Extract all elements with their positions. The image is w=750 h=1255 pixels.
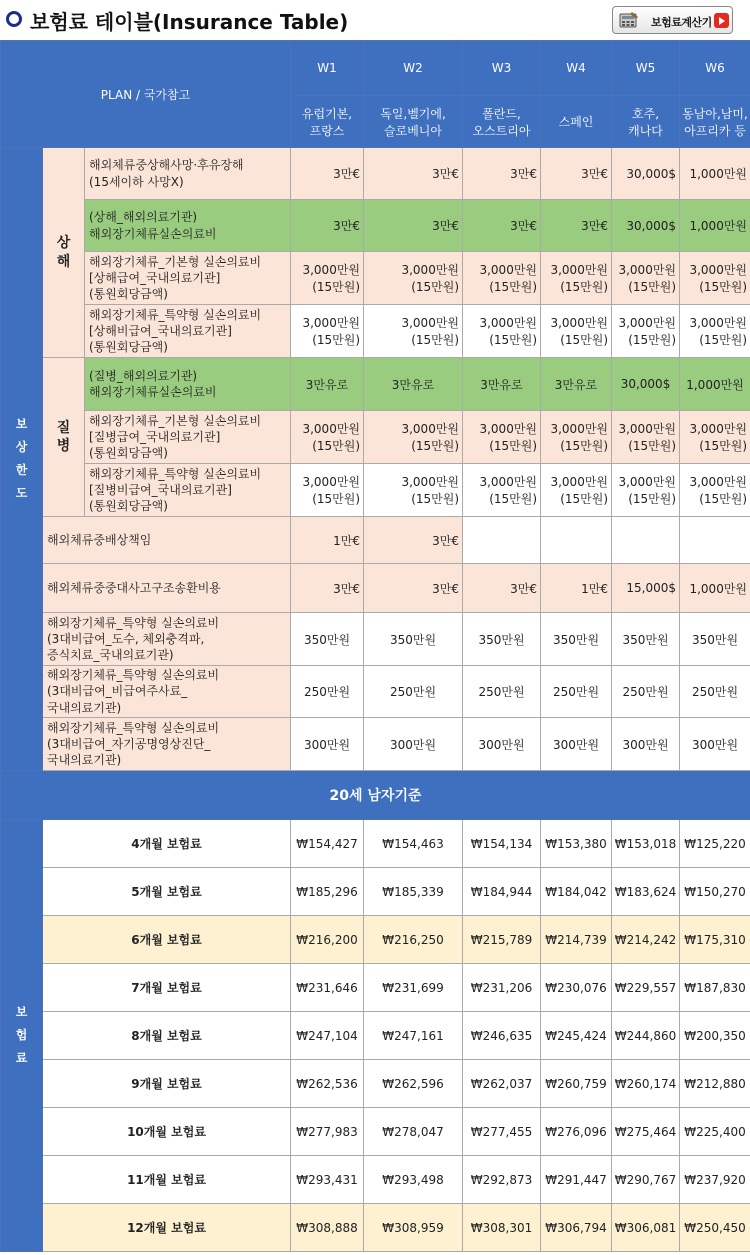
premium-value-w4: ₩276,096 — [541, 1108, 612, 1156]
coverage-value-w5: 3,000만원 (15만원) — [612, 411, 680, 464]
premium-value-w2: ₩308,959 — [364, 1204, 463, 1252]
table-row — [1, 564, 750, 613]
coverage-value-w1: 3,000만원 (15만원) — [291, 252, 364, 305]
region-w5: 호주, 캐나다 — [612, 96, 680, 148]
premium-value-w6: ₩200,350 — [680, 1012, 750, 1060]
plan-header: PLAN / 국가참고 — [1, 41, 291, 148]
premium-value-w6: ₩187,830 — [680, 964, 750, 1012]
table-row — [1, 868, 750, 916]
coverage-value-w3: 3,000만원 (15만원) — [463, 411, 541, 464]
coverage-value-w6: 1,000만원 — [680, 148, 750, 200]
coverage-value-w3: 3,000만원 (15만원) — [463, 252, 541, 305]
coverage-value-w3: 3,000만원 (15만원) — [463, 305, 541, 358]
coverage-value-w5: 30,000$ — [612, 358, 680, 411]
coverage-value-w3: 3만유로 — [463, 358, 541, 411]
premium-value-w4: ₩230,076 — [541, 964, 612, 1012]
coverage-value-w6: 1,000만원 — [680, 564, 750, 613]
premium-calculator-button[interactable] — [612, 6, 733, 34]
table-row — [1, 964, 750, 1012]
plan-code-w1: W1 — [291, 41, 364, 96]
table-row — [1, 200, 750, 252]
coverage-value-w6: 3,000만원 (15만원) — [680, 411, 750, 464]
table-row — [1, 1012, 750, 1060]
coverage-value-w2: 3,000만원 (15만원) — [364, 411, 463, 464]
table-row — [1, 464, 750, 517]
premium-value-w5: ₩229,557 — [612, 964, 680, 1012]
coverage-value-w3: 3만€ — [463, 148, 541, 200]
coverage-value-w6: 1,000만원 — [680, 358, 750, 411]
table-row — [1, 411, 750, 464]
table-row — [1, 1060, 750, 1108]
coverage-value-w5: 3,000만원 (15만원) — [612, 305, 680, 358]
coverage-value-w4 — [541, 517, 612, 564]
coverage-value-w3: 300만원 — [463, 718, 541, 771]
coverage-value-w2: 3,000만원 (15만원) — [364, 305, 463, 358]
coverage-value-w4: 350만원 — [541, 613, 612, 666]
coverage-value-w4: 3만€ — [541, 148, 612, 200]
coverage-item-label: 해외장기체류_특약형 실손의료비 (3대비급여_도수, 체외충격파, 증식치료_국내의료기관) — [43, 613, 291, 666]
plan-code-w5: W5 — [612, 41, 680, 96]
coverage-value-w5: 350만원 — [612, 613, 680, 666]
premium-value-w4: ₩184,042 — [541, 868, 612, 916]
insurance-table — [0, 40, 750, 1252]
table-row — [1, 1108, 750, 1156]
premium-value-w4: ₩291,447 — [541, 1156, 612, 1204]
page-header — [0, 0, 750, 40]
calculator-icon — [619, 11, 639, 29]
premium-value-w4: ₩245,424 — [541, 1012, 612, 1060]
premium-value-w2: ₩185,339 — [364, 868, 463, 916]
coverage-value-w6: 250만원 — [680, 666, 750, 718]
premium-value-w3: ₩215,789 — [463, 916, 541, 964]
coverage-value-w1: 3,000만원 (15만원) — [291, 305, 364, 358]
premium-value-w6: ₩237,920 — [680, 1156, 750, 1204]
coverage-value-w2: 350만원 — [364, 613, 463, 666]
premium-value-w1: ₩247,104 — [291, 1012, 364, 1060]
coverage-value-w4: 300만원 — [541, 718, 612, 771]
coverage-value-w2: 3,000만원 (15만원) — [364, 464, 463, 517]
coverage-value-w6: 3,000만원 (15만원) — [680, 252, 750, 305]
coverage-value-w3: 3만€ — [463, 564, 541, 613]
coverage-value-w2: 3만유로 — [364, 358, 463, 411]
table-row — [1, 666, 750, 718]
coverage-value-w2: 3,000만원 (15만원) — [364, 252, 463, 305]
coverage-item-label: 해외장기체류_특약형 실손의료비 (3대비급여_비급여주사료_ 국내의료기관) — [43, 666, 291, 718]
premium-value-w1: ₩185,296 — [291, 868, 364, 916]
premium-period-label: 5개월 보험료 — [43, 868, 291, 916]
coverage-value-w5 — [612, 517, 680, 564]
table-row — [1, 41, 750, 96]
premium-value-w3: ₩262,037 — [463, 1060, 541, 1108]
plan-code-w4: W4 — [541, 41, 612, 96]
premium-value-w5: ₩183,624 — [612, 868, 680, 916]
region-w1: 유럽기본, 프랑스 — [291, 96, 364, 148]
play-icon — [714, 13, 729, 28]
coverage-value-w1: 3만유로 — [291, 358, 364, 411]
coverage-value-w5: 30,000$ — [612, 200, 680, 252]
premium-value-w2: ₩216,250 — [364, 916, 463, 964]
coverage-value-w6: 1,000만원 — [680, 200, 750, 252]
premium-value-w5: ₩306,081 — [612, 1204, 680, 1252]
coverage-value-w4: 250만원 — [541, 666, 612, 718]
coverage-value-w2: 3만€ — [364, 517, 463, 564]
premium-value-w4: ₩260,759 — [541, 1060, 612, 1108]
table-row — [1, 358, 750, 411]
premium-value-w2: ₩278,047 — [364, 1108, 463, 1156]
premium-value-w1: ₩154,427 — [291, 820, 364, 868]
coverage-value-w3: 3만€ — [463, 200, 541, 252]
premium-value-w1: ₩231,646 — [291, 964, 364, 1012]
premium-value-w5: ₩275,464 — [612, 1108, 680, 1156]
coverage-value-w5: 15,000$ — [612, 564, 680, 613]
premium-value-w1: ₩216,200 — [291, 916, 364, 964]
premium-period-label: 12개월 보험료 — [43, 1204, 291, 1252]
coverage-value-w5: 3,000만원 (15만원) — [612, 464, 680, 517]
premium-value-w3: ₩308,301 — [463, 1204, 541, 1252]
coverage-item-label: 해외장기체류_특약형 실손의료비 (3대비급여_자기공명영상진단_ 국내의료기관) — [43, 718, 291, 771]
coverage-value-w2: 3만€ — [364, 564, 463, 613]
coverage-value-w1: 3만€ — [291, 200, 364, 252]
table-row — [1, 916, 750, 964]
premium-value-w1: ₩308,888 — [291, 1204, 364, 1252]
premium-value-w3: ₩154,134 — [463, 820, 541, 868]
premium-period-label: 6개월 보험료 — [43, 916, 291, 964]
premium-value-w6: ₩225,400 — [680, 1108, 750, 1156]
coverage-item-label: (질병_해외의료기관) 해외장기체류실손의료비 — [85, 358, 291, 411]
premium-value-w5: ₩260,174 — [612, 1060, 680, 1108]
coverage-value-w6: 3,000만원 (15만원) — [680, 305, 750, 358]
premium-value-w6: ₩250,450 — [680, 1204, 750, 1252]
coverage-item-label: 해외체류중중대사고구조송환비용 — [43, 564, 291, 613]
coverage-value-w1: 3,000만원 (15만원) — [291, 411, 364, 464]
coverage-value-w6 — [680, 517, 750, 564]
coverage-limit-section: 보 상 한 도 — [1, 148, 43, 771]
premium-value-w3: ₩246,635 — [463, 1012, 541, 1060]
table-row — [1, 613, 750, 666]
premium-period-label: 4개월 보험료 — [43, 820, 291, 868]
table-row — [1, 820, 750, 868]
coverage-item-label: 해외장기체류_기본형 실손의료비 [질병급여_국내의료기관] (통원회당금액) — [85, 411, 291, 464]
coverage-value-w6: 350만원 — [680, 613, 750, 666]
table-row — [1, 1156, 750, 1204]
premium-period-label: 7개월 보험료 — [43, 964, 291, 1012]
region-w3: 폴란드, 오스트리아 — [463, 96, 541, 148]
coverage-value-w5: 300만원 — [612, 718, 680, 771]
table-row — [1, 148, 750, 200]
premium-value-w1: ₩277,983 — [291, 1108, 364, 1156]
coverage-item-label: 해외체류중상해사망·후유장해 (15세이하 사망X) — [85, 148, 291, 200]
premium-period-label: 10개월 보험료 — [43, 1108, 291, 1156]
coverage-value-w5: 250만원 — [612, 666, 680, 718]
page-title: 보험료 테이블(Insurance Table) — [30, 10, 349, 34]
coverage-value-w4: 3만€ — [541, 200, 612, 252]
table-row — [1, 771, 750, 820]
premium-value-w3: ₩184,944 — [463, 868, 541, 916]
premium-value-w6: ₩125,220 — [680, 820, 750, 868]
premium-value-w5: ₩153,018 — [612, 820, 680, 868]
premium-period-label: 8개월 보험료 — [43, 1012, 291, 1060]
coverage-value-w5: 30,000$ — [612, 148, 680, 200]
coverage-item-label: 해외장기체류_기본형 실손의료비 [상해급여_국내의료기관] (통원회당금액) — [85, 252, 291, 305]
coverage-item-label: (상해_해외의료기관) 해외장기체류실손의료비 — [85, 200, 291, 252]
plan-code-w3: W3 — [463, 41, 541, 96]
plan-code-w2: W2 — [364, 41, 463, 96]
coverage-item-label: 해외장기체류_특약형 실손의료비 [상해비급여_국내의료기관] (통원회당금액) — [85, 305, 291, 358]
injury-group-label: 상 해 — [43, 148, 85, 358]
coverage-value-w1: 300만원 — [291, 718, 364, 771]
coverage-value-w4: 3만유로 — [541, 358, 612, 411]
premium-value-w6: ₩212,880 — [680, 1060, 750, 1108]
premium-value-w3: ₩277,455 — [463, 1108, 541, 1156]
table-row — [1, 252, 750, 305]
premium-value-w4: ₩153,380 — [541, 820, 612, 868]
premium-value-w2: ₩231,699 — [364, 964, 463, 1012]
coverage-value-w5: 3,000만원 (15만원) — [612, 252, 680, 305]
coverage-item-label: 해외장기체류_특약형 실손의료비 [질병비급여_국내의료기관] (통원회당금액) — [85, 464, 291, 517]
premium-period-label: 11개월 보험료 — [43, 1156, 291, 1204]
illness-group-label: 질 병 — [43, 358, 85, 517]
region-w2: 독일,벨기에, 슬로베니아 — [364, 96, 463, 148]
coverage-item-label: 해외체류중배상책임 — [43, 517, 291, 564]
premium-value-w2: ₩293,498 — [364, 1156, 463, 1204]
coverage-value-w1: 3만€ — [291, 148, 364, 200]
premium-value-w6: ₩175,310 — [680, 916, 750, 964]
coverage-value-w2: 3만€ — [364, 200, 463, 252]
premium-value-w2: ₩154,463 — [364, 820, 463, 868]
premium-section: 보 험 료 — [1, 820, 43, 1252]
coverage-value-w4: 3,000만원 (15만원) — [541, 411, 612, 464]
premium-value-w1: ₩293,431 — [291, 1156, 364, 1204]
coverage-value-w3: 3,000만원 (15만원) — [463, 464, 541, 517]
premium-value-w3: ₩292,873 — [463, 1156, 541, 1204]
age-basis-banner: 20세 남자기준 — [1, 771, 750, 820]
coverage-value-w1: 250만원 — [291, 666, 364, 718]
premium-value-w4: ₩306,794 — [541, 1204, 612, 1252]
coverage-value-w1: 1만€ — [291, 517, 364, 564]
coverage-value-w1: 3,000만원 (15만원) — [291, 464, 364, 517]
premium-period-label: 9개월 보험료 — [43, 1060, 291, 1108]
coverage-value-w1: 350만원 — [291, 613, 364, 666]
plan-code-w6: W6 — [680, 41, 750, 96]
coverage-value-w2: 300만원 — [364, 718, 463, 771]
premium-value-w2: ₩262,596 — [364, 1060, 463, 1108]
table-row — [1, 305, 750, 358]
coverage-value-w4: 3,000만원 (15만원) — [541, 305, 612, 358]
coverage-value-w4: 1만€ — [541, 564, 612, 613]
coverage-value-w6: 300만원 — [680, 718, 750, 771]
premium-value-w2: ₩247,161 — [364, 1012, 463, 1060]
region-w4: 스페인 — [541, 96, 612, 148]
premium-value-w3: ₩231,206 — [463, 964, 541, 1012]
premium-value-w4: ₩214,739 — [541, 916, 612, 964]
region-w6: 동남아,남미, 아프리카 등 — [680, 96, 750, 148]
coverage-value-w3: 250만원 — [463, 666, 541, 718]
calculator-button-label: 보험료계산기 — [651, 16, 712, 29]
coverage-value-w2: 250만원 — [364, 666, 463, 718]
table-row — [1, 718, 750, 771]
coverage-value-w4: 3,000만원 (15만원) — [541, 464, 612, 517]
coverage-value-w2: 3만€ — [364, 148, 463, 200]
coverage-value-w1: 3만€ — [291, 564, 364, 613]
coverage-value-w3: 350만원 — [463, 613, 541, 666]
premium-value-w1: ₩262,536 — [291, 1060, 364, 1108]
premium-value-w5: ₩214,242 — [612, 916, 680, 964]
table-row — [1, 517, 750, 564]
coverage-value-w4: 3,000만원 (15만원) — [541, 252, 612, 305]
premium-value-w5: ₩290,767 — [612, 1156, 680, 1204]
table-row — [1, 1204, 750, 1252]
premium-value-w5: ₩244,860 — [612, 1012, 680, 1060]
coverage-value-w3 — [463, 517, 541, 564]
circle-bullet-icon — [6, 11, 22, 27]
coverage-value-w6: 3,000만원 (15만원) — [680, 464, 750, 517]
premium-value-w6: ₩150,270 — [680, 868, 750, 916]
